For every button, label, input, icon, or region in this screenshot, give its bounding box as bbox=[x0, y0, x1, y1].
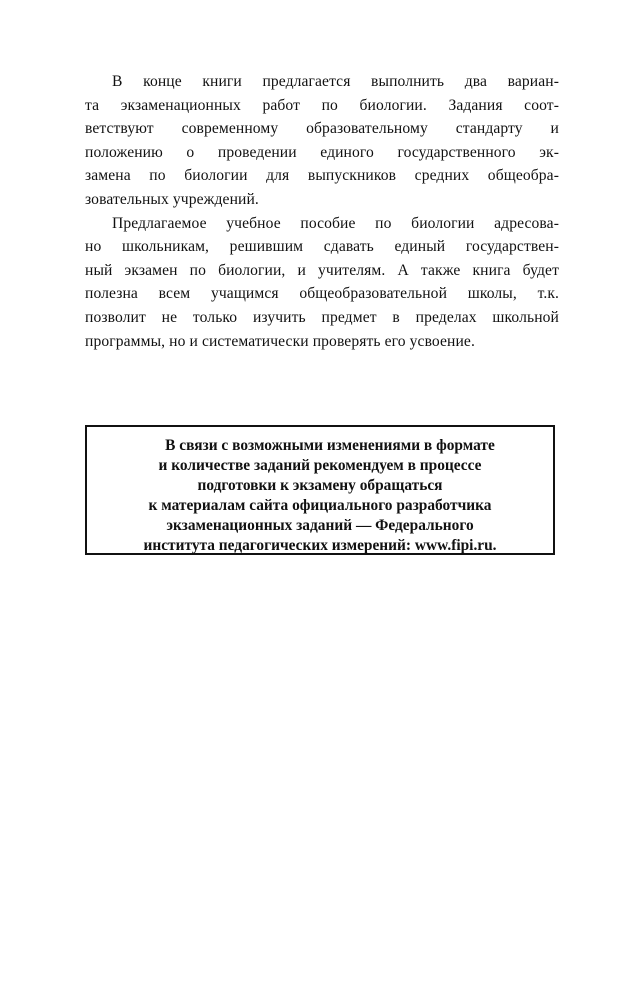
notice-box bbox=[85, 425, 555, 555]
notice-line-6: института педагогических измерений: www.fipi.ru. bbox=[143, 537, 497, 554]
notice-line-1: В связи с возможными изменениями в формате bbox=[165, 437, 495, 454]
notice-line-2: и количестве заданий рекомендуем в процессе bbox=[158, 457, 482, 474]
body-text bbox=[85, 70, 559, 353]
paragraph-2-line-4: полезна всем учащимся общеобразовательной школы, т.к. bbox=[85, 285, 559, 303]
notice-line-5: экзаменационных заданий — Федерального bbox=[166, 517, 474, 534]
paragraph-2-line-2: но школьникам, решившим сдавать единый государствен- bbox=[85, 238, 559, 256]
paragraph-1-line-6: зовательных учреждений. bbox=[85, 190, 259, 208]
notice-line-4: к материалам сайта официального разработчика bbox=[148, 497, 492, 514]
paragraph-2-line-6: программы, но и систематически проверять его усвоение. bbox=[85, 332, 475, 350]
paragraph-1-line-5: замена по биологии для выпускников средних общеобра- bbox=[85, 167, 559, 185]
paragraph-1-line-2: та экзаменационных работ по биологии. Задания соот- bbox=[85, 96, 559, 114]
paragraph-1-line-1: В конце книги предлагается выполнить два вариан- bbox=[112, 73, 559, 90]
notice-line-3: подготовки к экзамену обращаться bbox=[197, 477, 443, 494]
paragraph-2-line-5: позволит не только изучить предмет в пределах школьной bbox=[85, 308, 559, 326]
paragraph-2-line-1: Предлагаемое учебное пособие по биологии адресова- bbox=[112, 214, 559, 232]
paragraph-1-line-3: ветствуют современному образовательному стандарту и bbox=[85, 120, 559, 138]
paragraph-1-line-4: положению о проведении единого государственного эк- bbox=[85, 143, 559, 161]
paragraph-2-line-3: ный экзамен по биологии, и учителям. А также книга будет bbox=[85, 261, 559, 279]
